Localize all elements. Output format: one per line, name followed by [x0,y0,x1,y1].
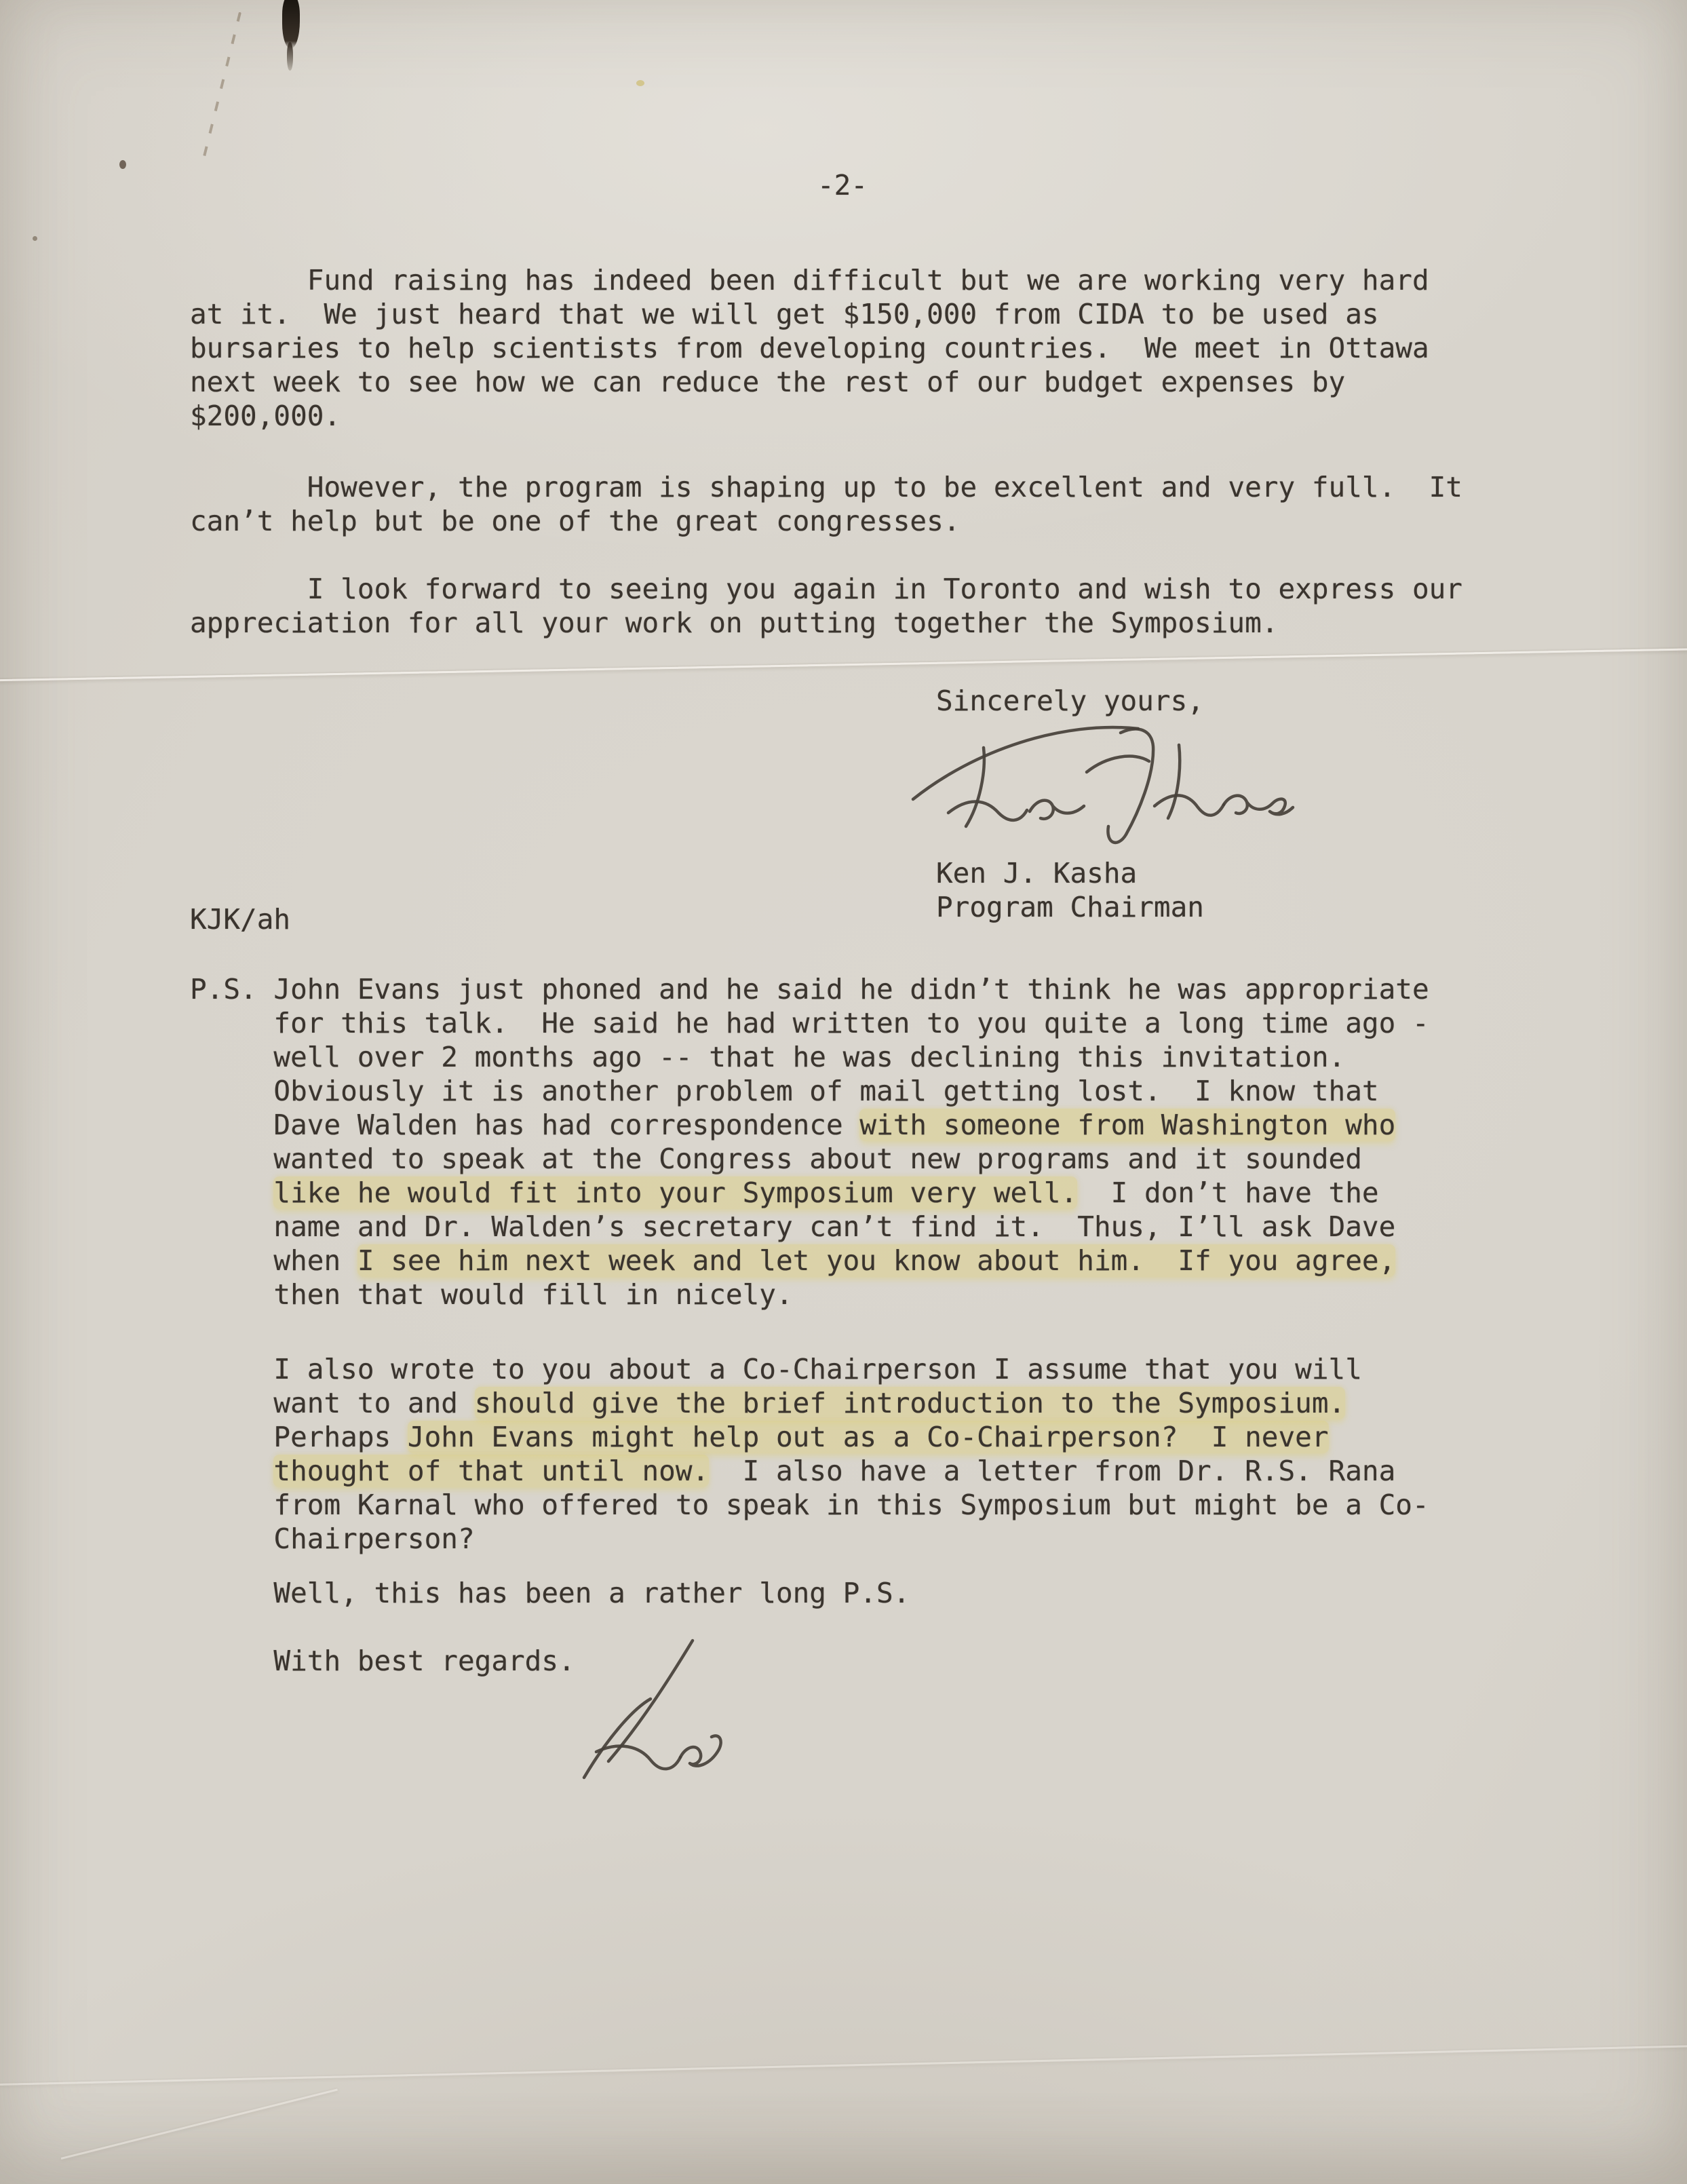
typed-text: can’t help but be one of the great congresses. [190,505,961,537]
paragraph-program [190,470,1462,538]
typed-text: Obviously it is another problem of mail getting lost. I know that [190,1075,1379,1107]
fold-crease [0,2044,1687,2086]
typed-text: I also have a letter from Dr. R.S. Rana [709,1455,1396,1487]
typed-line [190,572,1462,606]
closing-salutation: Sincerely yours, [936,685,1204,717]
postscript-paragraph-2 [190,1352,1429,1556]
typed-text: I look forward to seeing you again in Toronto and wish to express our [190,573,1462,605]
typed-line [190,263,1429,297]
typed-text: bursaries to help scientists from developing countries. We meet in Ottawa [190,332,1429,364]
typed-text: well over 2 months ago -- that he was declining this invitation. [190,1041,1346,1073]
typed-text [190,1455,273,1487]
typed-line [190,1278,1429,1311]
typed-text: when [190,1244,357,1277]
typed-text: next week to see how we can reduce the rest of our budget expenses by [190,366,1346,398]
ink-streak-mark [202,12,241,160]
typed-text: Fund raising has indeed been difficult but we are working very hard [190,264,1429,296]
typed-line [190,606,1462,640]
typed-line [190,1454,1429,1488]
typed-line [190,1108,1429,1142]
typed-text [190,1176,273,1209]
paper-speck [119,160,126,169]
typed-text: However, the program is shaping up to be excellent and very full. It [190,471,1462,503]
typed-line [190,1488,1429,1522]
paragraph-toronto [190,572,1462,640]
ink-drip-mark [287,42,293,71]
typed-text: want to and [190,1387,475,1419]
highlighter-mark: like he would fit into your Symposium very well. [273,1176,1078,1209]
postscript-regards-line: With best regards. [190,1645,575,1677]
typed-text: I also wrote to you about a Co-Chairperson I assume that you will [190,1353,1362,1385]
typed-text: at it. We just heard that we will get $150,000 from CIDA to be used as [190,298,1379,330]
ink-mark [282,0,300,49]
paper-speck [636,80,644,86]
typed-line [190,297,1429,331]
typed-text: Dave Walden has had correspondence [190,1109,860,1141]
typed-text: for this talk. He said he had written to you quite a long time ago - [190,1007,1429,1039]
typed-text: Chairperson? [190,1522,475,1555]
typed-line [190,1522,1429,1556]
paper-speck [33,236,37,241]
typed-line [190,1420,1429,1454]
typed-text: wanted to speak at the Congress about new programs and it sounded [190,1143,1362,1175]
typed-text: P.S. John Evans just phoned and he said he didn’t think he was appropriate [190,973,1429,1005]
typed-line [190,331,1429,365]
typed-line [190,399,1429,433]
page-number: -2- [817,169,868,202]
signature-ken [566,1634,736,1800]
signature-ken-j-kasha [909,710,1302,849]
typed-text: appreciation for all your work on putting together the Symposium. [190,607,1279,639]
typed-line [190,365,1429,399]
typed-line [190,1176,1429,1210]
typed-line [190,1040,1429,1074]
highlighter-mark: thought of that until now. [273,1455,710,1487]
highlighter-mark: should give the brief introduction to the Symposium. [474,1387,1346,1419]
typed-sender-name: Ken J. Kasha [936,857,1138,889]
typed-text: Perhaps [190,1421,408,1453]
highlighter-mark: with someone from Washington who [859,1109,1396,1141]
highlighter-mark: John Evans might help out as a Co-Chairperson? I never [407,1421,1329,1453]
postscript-paragraph-1 [190,972,1429,1311]
typed-text: name and Dr. Walden’s secretary can’t find it. Thus, I’ll ask Dave [190,1210,1396,1243]
typed-line [190,1386,1429,1420]
postscript-closing-line: Well, this has been a rather long P.S. [190,1577,910,1609]
typed-text: $200,000. [190,400,341,432]
fold-crease [61,2088,338,2160]
typed-line [190,1210,1429,1244]
typed-text: then that would fill in nicely. [190,1278,793,1311]
typed-line [190,1142,1429,1176]
typed-line [190,504,1462,538]
typed-line [190,1074,1429,1108]
typed-line [190,470,1462,504]
typed-line [190,972,1429,1006]
paragraph-fund-raising [190,263,1429,433]
fold-crease [0,648,1687,682]
typed-text: from Karnal who offered to speak in this Symposium but might be a Co- [190,1489,1429,1521]
typed-sender-title: Program Chairman [936,891,1204,923]
typed-line [190,1006,1429,1040]
highlighter-mark: I see him next week and let you know about him. If you agree, [357,1244,1396,1277]
reference-initials: KJK/ah [190,903,291,936]
typed-line [190,1352,1429,1386]
typed-line [190,1244,1429,1278]
typed-text: I don’t have the [1077,1176,1379,1209]
